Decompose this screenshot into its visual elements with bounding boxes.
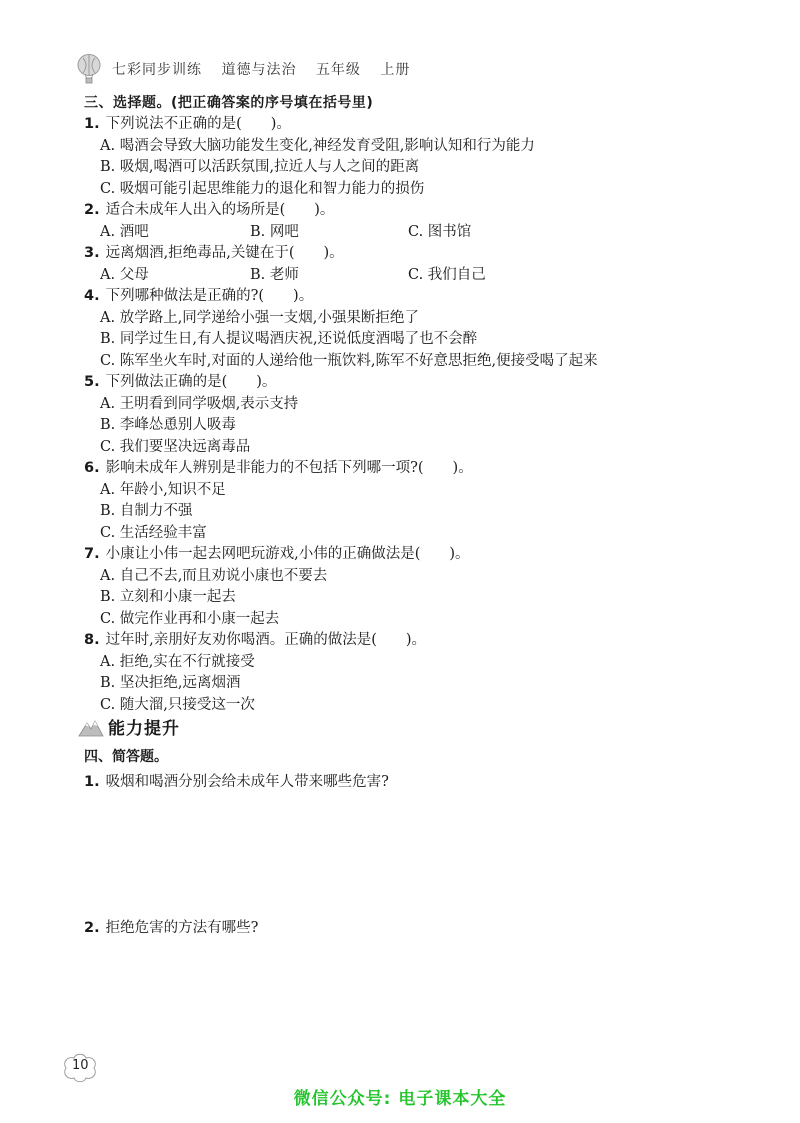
question-number: 1. bbox=[84, 774, 100, 790]
header-series: 七彩同步训练 bbox=[112, 62, 202, 78]
option-b: B. 同学过生日,有人提议喝酒庆祝,还说低度酒喝了也不会醉 bbox=[100, 331, 478, 347]
option-a: A. 拒绝,实在不行就接受 bbox=[100, 653, 255, 670]
ability-label: 能力提升 bbox=[108, 719, 180, 739]
page-number: 10 bbox=[72, 1058, 89, 1073]
question-6 bbox=[84, 458, 724, 544]
header-subject: 道德与法治 bbox=[221, 62, 297, 78]
option-b: B. 吸烟,喝酒可以活跃氛围,拉近人与人之间的距离 bbox=[100, 159, 420, 175]
question-stem: 过年时,亲朋好友劝你喝酒。正确的做法是( )。 bbox=[105, 632, 427, 648]
option-c: C. 生活经验丰富 bbox=[100, 524, 207, 541]
option-b: B. 坚决拒绝,远离烟酒 bbox=[100, 675, 241, 691]
option-a: A. 年龄小,知识不足 bbox=[100, 481, 226, 498]
option-a: A. 酒吧 bbox=[100, 223, 149, 240]
mountain-icon bbox=[78, 717, 104, 737]
section4-title: 四、简答题。 bbox=[84, 749, 168, 765]
ability-heading bbox=[78, 714, 180, 739]
header-volume: 上册 bbox=[380, 62, 411, 78]
option-b: B. 立刻和小康一起去 bbox=[100, 589, 236, 605]
question-stem: 远离烟酒,拒绝毒品,关键在于( )。 bbox=[105, 245, 344, 261]
option-c: C. 我们要坚决远离毒品 bbox=[100, 438, 251, 455]
question-number: 3. bbox=[84, 245, 100, 261]
option-c: C. 吸烟可能引起思维能力的退化和智力能力的损伤 bbox=[100, 180, 425, 197]
short-answer-1 bbox=[84, 770, 389, 791]
option-a: A. 喝酒会导致大脑功能发生变化,神经发育受阻,影响认知和行为能力 bbox=[100, 137, 535, 154]
question-8 bbox=[84, 630, 724, 716]
header-text bbox=[112, 59, 424, 79]
option-b: B. 老师 bbox=[250, 266, 299, 283]
question-stem: 下列做法正确的是( )。 bbox=[105, 374, 277, 390]
short-answer-2 bbox=[84, 916, 258, 937]
multiple-choice-list bbox=[84, 114, 724, 716]
page-header bbox=[76, 54, 424, 84]
question-stem: 下列说法不正确的是( )。 bbox=[105, 116, 291, 132]
question-7 bbox=[84, 544, 724, 630]
question-number: 8. bbox=[84, 632, 100, 648]
question-3 bbox=[84, 243, 724, 286]
header-grade: 五年级 bbox=[315, 62, 361, 78]
question-stem: 下列哪种做法是正确的?( )。 bbox=[105, 288, 314, 304]
option-c: C. 我们自己 bbox=[408, 266, 486, 283]
question-text: 吸烟和喝酒分别会给未成年人带来哪些危害? bbox=[105, 774, 389, 790]
question-number: 6. bbox=[84, 460, 100, 476]
option-a: A. 父母 bbox=[100, 266, 149, 283]
question-number: 4. bbox=[84, 288, 100, 304]
footer-watermark: 微信公众号: 电子课本大全 bbox=[293, 1089, 507, 1109]
question-stem: 适合未成年人出入的场所是( )。 bbox=[105, 202, 335, 218]
option-a: A. 放学路上,同学递给小强一支烟,小强果断拒绝了 bbox=[100, 309, 419, 326]
option-c: C. 做完作业再和小康一起去 bbox=[100, 610, 280, 627]
question-number: 1. bbox=[84, 116, 100, 132]
option-b: B. 自制力不强 bbox=[100, 503, 193, 519]
option-c: C. 图书馆 bbox=[408, 223, 472, 240]
balloon-logo-icon bbox=[76, 54, 102, 84]
question-number: 7. bbox=[84, 546, 100, 562]
question-5 bbox=[84, 372, 724, 458]
question-2 bbox=[84, 200, 724, 243]
option-a: A. 王明看到同学吸烟,表示支持 bbox=[100, 395, 299, 412]
question-1 bbox=[84, 114, 724, 200]
section3-title: 三、选择题。(把正确答案的序号填在括号里) bbox=[84, 95, 374, 111]
question-number: 2. bbox=[84, 920, 100, 936]
question-stem: 影响未成年人辨别是非能力的不包括下列哪一项?( )。 bbox=[105, 460, 473, 476]
question-number: 2. bbox=[84, 202, 100, 218]
option-a: A. 自己不去,而且劝说小康也不要去 bbox=[100, 567, 328, 584]
option-c: C. 陈军坐火车时,对面的人递给他一瓶饮料,陈军不好意思拒绝,便接受喝了起来 bbox=[100, 352, 598, 369]
option-b: B. 网吧 bbox=[250, 223, 299, 240]
option-c: C. 随大溜,只接受这一次 bbox=[100, 696, 255, 713]
question-4 bbox=[84, 286, 724, 372]
option-b: B. 李峰怂恿别人吸毒 bbox=[100, 417, 236, 433]
question-stem: 小康让小伟一起去网吧玩游戏,小伟的正确做法是( )。 bbox=[105, 546, 470, 562]
question-number: 5. bbox=[84, 374, 100, 390]
question-text: 拒绝危害的方法有哪些? bbox=[105, 920, 259, 936]
